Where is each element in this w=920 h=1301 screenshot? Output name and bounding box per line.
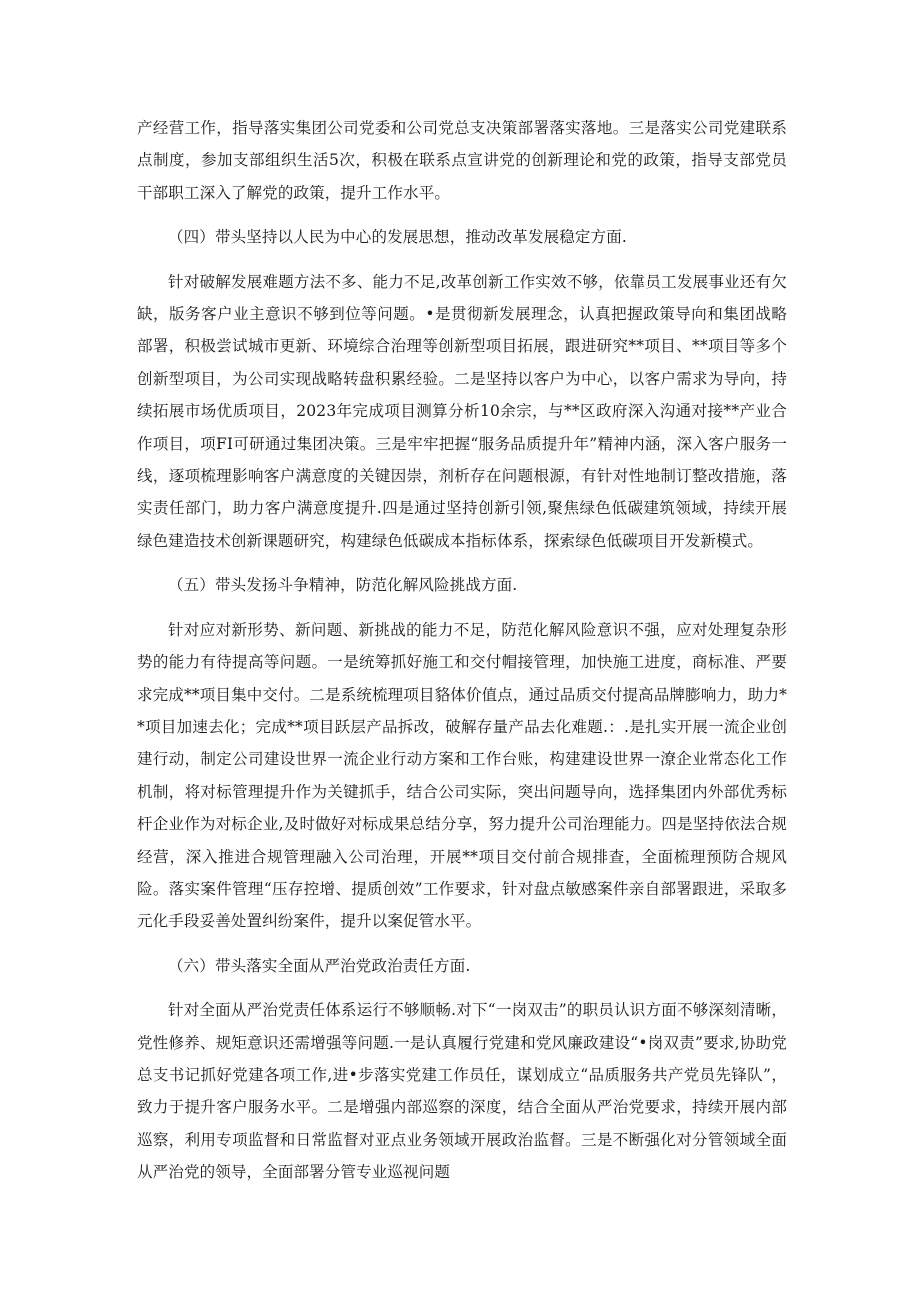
document-page [137, 112, 787, 1201]
paragraph-section-4: 针对破解发展难题方法不多、能力不足,改革创新工作实效不够，依靠员工发展事业还有欠缺，版务客户业主意识不够到位等问题。•是贯彻新发展理念，认真把握政策导向和集团战略部署，积极尝试城市更新、环境综合治理等创新型项目拓展，跟进研究**项目、**项目等多个创新型项目，为公司实现战略转盘积累经验。二是坚持以客户为中心，以客户需求为导向，持续拓展市场优质项目，2023年完成项目测算分析10余宗，与**区政府深入沟通对接**产业合作项目，项FI可研通过集团决策。三是牢牢把握“服务品质提升年”精神内涵，深入客户服务一线，逐项梳理影响客户满意度的关键因崇，剂析存在问题根源，有针对性地制订整改措施，落实责任部门，助力客户满意度提升.四是通过坚持创新引领,聚焦绿色低碳建筑领域，持续开展绿色建造技术创新课题研究，构建绿色低碳成本指标体系，探索绿色低碳项目开发新模式。 [137, 272, 787, 550]
paragraph-continued: 产经营工作，指导落实集团公司党委和公司党总支决策部署落实落地。三是落实公司党建联系点制度，参加支部组织生活5次，积极在联系点宣讲党的创新理论和党的政策，指导支部党员干部职工深入了解党的政策，提升工作水平。 [137, 119, 787, 202]
section-heading-6: （六）带头落实全面从严治党政治责任方面. [168, 956, 471, 975]
paragraph-section-5: 针对应对新形势、新问题、新挑战的能力不足，防范化解风险意识不强，应对处理复杂形势的能力有待提高等问题。一是统筹抓好施工和交付帽接管理，加快施工进度，商标准、严要求完成**项目集中交付。二是系统梳理项目貉体价值点，通过品质交付提高品牌膨响力，助力**项目加速去化；完成**项目跃层产品拆改，破解存量产品去化难题.：.是扎实开展一流企业创建行动，制定公司建设世界一流企业行动方案和工作台账，构建建设世界一潦企业常态化工作机制，将对标管理提升作为关键抓手，结合公司实际，突出问题导向，选择集团内外部优秀标杆企业作为对标企业,及时做好对标成果总结分享，努力提升公司治理能力。四是坚持依法合规经营，深入推进合规管理融入公司治理，开展**项目交付前合规排查，全面梳理预防合规风险。落实案件管理“压存控增、提质创效”工作要求，针对盘点敏感案件亲自部署跟进，采取多元化手段妥善处置纠纷案件，提升以案促管水平。 [137, 620, 787, 931]
section-heading-4: （四）带头坚持以人民为中心的发展思想，推动改革发展稳定方面. [168, 228, 627, 247]
paragraph-section-6: 针对全面从严治党责任体系运行不够顺畅.对下“一岗双击”的职员认识方面不够深刻清晰，党性修养、规矩意识还需增强等问题.一是认真履行党建和党风廉政建设“•岗双责”要求,协助党总支书记抓好党建各项工作,进•步落实党建工作员任，谋划成立“品质服务共产党员先锋队”，致力于提升客户服务水平。二是增强内部巡察的深度，结合全面从严治党要求，持续开展内部巡察，利用专项监督和日常监督对亚点业务领域开展政治监督。三是不断强化对分管领域全面从严治党的领导，全面部署分管专业巡视问题 [137, 1001, 787, 1182]
section-heading-5: （五）带头发扬斗争精神，防范化解风险挑战方面. [168, 576, 518, 595]
